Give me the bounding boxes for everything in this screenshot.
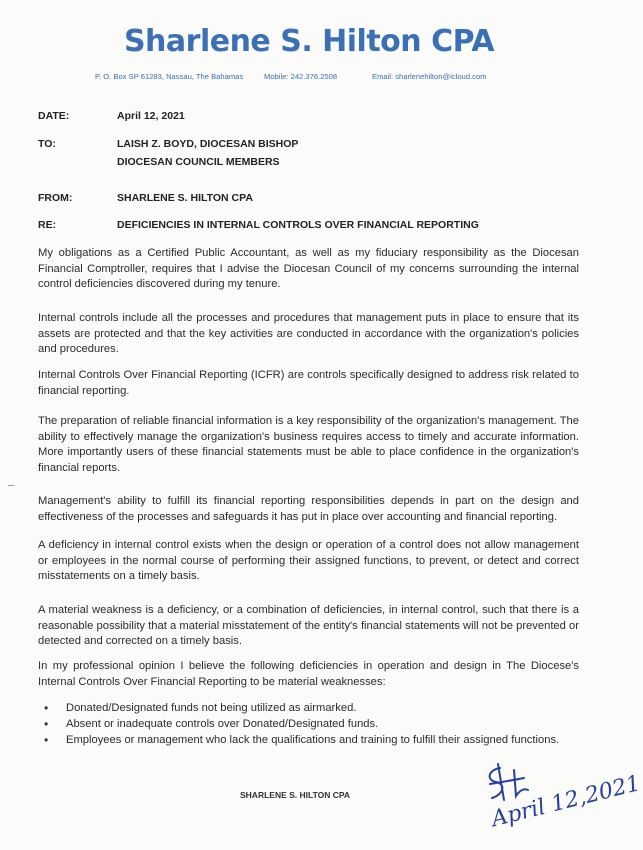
to-recipient-2: DIOCESAN COUNCIL MEMBERS	[117, 156, 280, 168]
list-item: • Employees or management who lack the qualifications and training to fulfill their assigned functions.	[38, 733, 579, 747]
date-label: DATE:	[38, 110, 70, 122]
paragraph-obligations: My obligations as a Certified Public Accountant, as well as my fiduciary responsibility as the Diocesan Financial Comptroller, requires that I advise the Diocesan Council of my concerns surrounding the internal control deficiencies discovered during my tenure.	[38, 247, 579, 291]
paragraph-financial-information: The preparation of reliable financial information is a key responsibility of the organization's management. The ability to effectively manage the organization's business requires access to timely and accurate information. More importantly users of these financial statements must be able to place confidence in the organization's financial reports.	[38, 415, 579, 474]
date-value: April 12, 2021	[117, 110, 185, 122]
signature-name: SHARLENE S. HILTON CPA	[240, 790, 351, 800]
letterhead-mobile: Mobile: 242.376.2508	[264, 72, 338, 81]
list-item: • Absent or inadequate controls over Donated/Designated funds.	[38, 717, 579, 731]
re-label: RE:	[38, 219, 57, 231]
paragraph-opinion: In my professional opinion I believe the following deficiencies in operation and design in The Diocese's Internal Controls Over Financial Reporting to be material weaknesses:	[38, 660, 579, 688]
paragraph-management-ability: Management's ability to fulfill its financial reporting responsibilities depends in part on the design and effectiveness of the processes and safeguards it has put in place over accounting and financial reporting.	[38, 495, 579, 523]
deficiency-list	[38, 701, 579, 749]
from-label: FROM:	[38, 192, 73, 204]
letterhead-name: Sharlene S. Hilton CPA	[123, 24, 495, 59]
paragraph-internal-controls: Internal controls include all the processes and procedures that management puts in place to ensure that its assets are protected and that the key activities are conducted in accordance with the organization's policies and procedures.	[38, 312, 579, 356]
letterhead-email: Email: sharlenehilton@icloud.com	[372, 72, 487, 81]
from-value: SHARLENE S. HILTON CPA	[117, 192, 253, 204]
re-subject: DEFICIENCIES IN INTERNAL CONTROLS OVER FINANCIAL REPORTING	[117, 219, 479, 231]
paragraph-deficiency-definition: A deficiency in internal control exists when the design or operation of a control does not allow management or employees in the normal course of performing their assigned functions, to prevent, or detect and correct misstatements on a timely basis.	[38, 539, 579, 583]
letterhead-address: P. O. Box SP 61283, Nassau, The Bahamas	[95, 72, 244, 81]
paragraph-icfr: Internal Controls Over Financial Reporting (ICFR) are controls specifically designed to address risk related to financial reporting.	[38, 369, 579, 397]
list-item: • Donated/Designated funds not being utilized as airmarked.	[38, 701, 579, 715]
margin-mark	[8, 485, 14, 486]
to-recipient-1: LAISH Z. BOYD, DIOCESAN BISHOP	[117, 138, 299, 150]
paragraph-material-weakness: A material weakness is a deficiency, or a combination of deficiencies, in internal control, such that there is a reasonable possibility that a material misstatement of the entity's financial statements will not be prevented or detected and corrected on a timely basis.	[38, 604, 579, 648]
to-label: TO:	[38, 138, 56, 150]
handwritten-date: April 12,2021	[489, 771, 643, 833]
